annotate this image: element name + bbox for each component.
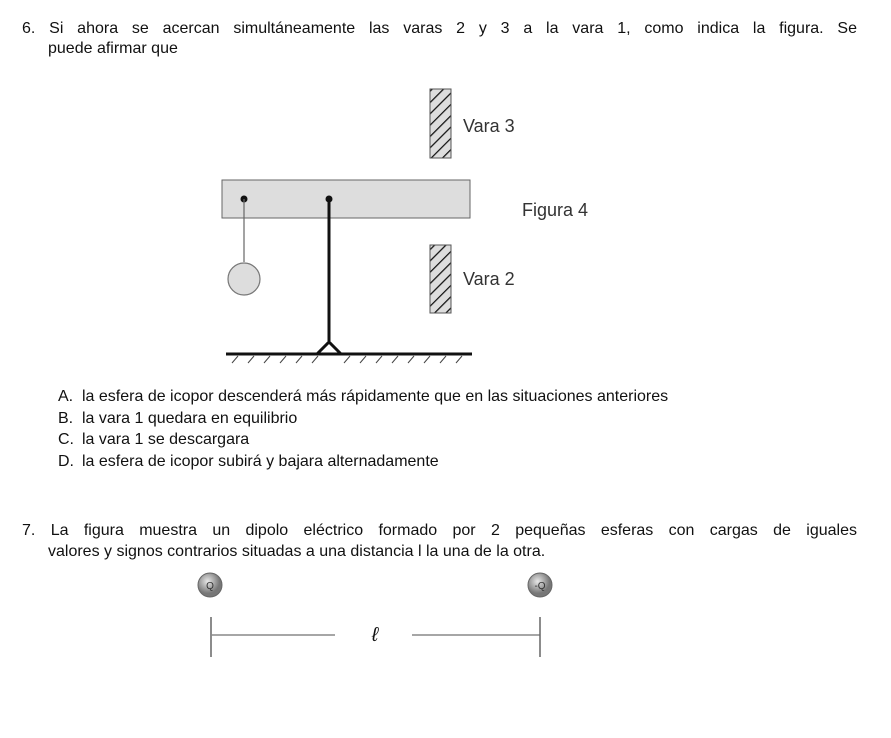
option-text: la vara 1 quedara en equilibrio [82,410,298,427]
question-6-text-cont: puede afirmar que [48,40,178,57]
icopor-sphere [228,263,260,295]
question-6-text: 6. Si ahora se acercan simultáneamente las varas 2 y 3 a la vara 1, como indica la figura. Se [22,20,857,37]
vara-2-label: Vara 2 [463,269,515,289]
option-letter: B. [58,410,74,427]
svg-text:Q: Q [206,581,214,592]
option-b[interactable] [58,410,297,428]
rod-1 [222,180,470,218]
question-7-text-cont: valores y signos contrarios situadas a una distancia l la una de la otra. [48,543,546,560]
option-text: la esfera de icopor subirá y bajara alternadamente [82,453,439,470]
option-text: la vara 1 se descargara [82,431,250,448]
rod-3 [430,89,451,158]
distance-label: ℓ [371,624,379,646]
option-letter: A. [58,388,74,405]
rod-2 [430,245,451,313]
option-letter: D. [58,453,74,470]
figure-4-label: Figura 4 [522,200,589,220]
vara-3-label: Vara 3 [463,116,515,136]
svg-text:-Q: -Q [534,581,546,592]
option-letter: C. [58,431,74,448]
option-c[interactable] [58,431,249,449]
question-7-text: 7. La figura muestra un dipolo eléctrico formado por 2 pequeñas esferas con cargas de iguales [22,522,857,539]
option-text: la esfera de icopor descenderá más rápidamente que en las situaciones anteriores [82,388,669,405]
option-a[interactable] [58,388,668,406]
dipole-figure [198,573,552,657]
option-d[interactable] [58,453,439,471]
